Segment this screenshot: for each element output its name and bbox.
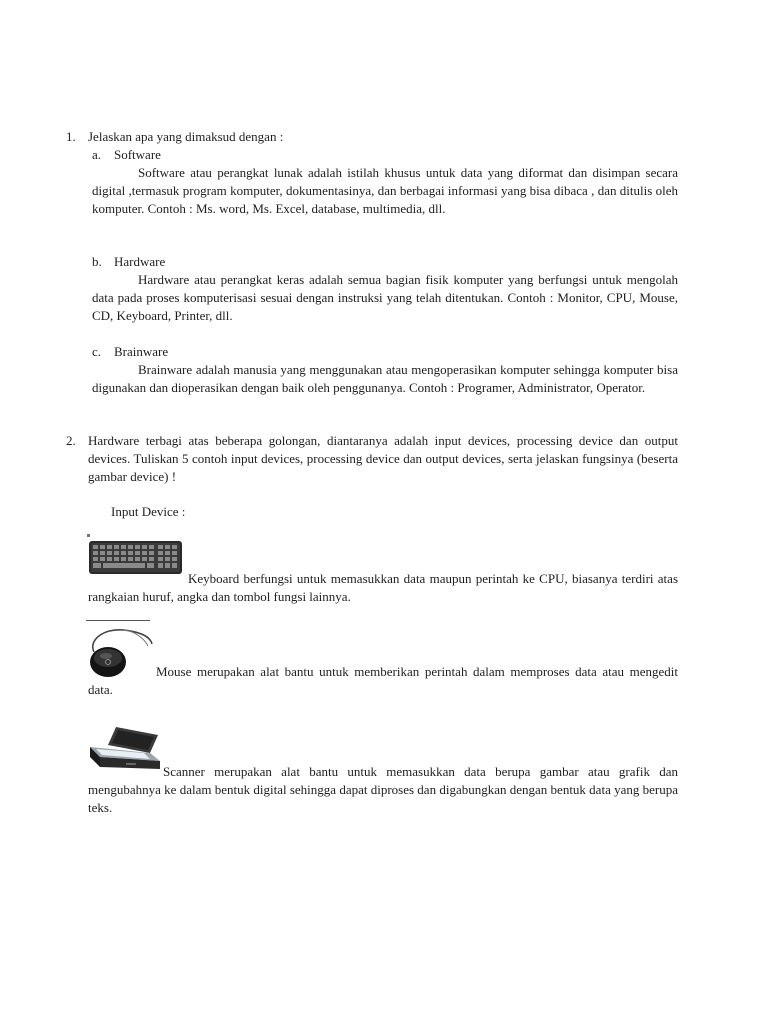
- input-device-heading: Input Device :: [111, 504, 186, 519]
- question-2-text: Hardware terbagi atas beberapa golongan, diantaranya adalah input devices, processing device dan output devices. Tuliskan 5 contoh input devices, processing device dan output devices, serta jelaskan fungsinya (beserta gambar device) !: [88, 433, 678, 484]
- question-1-number: 1.: [66, 129, 76, 144]
- question-2-number: 2.: [66, 433, 76, 448]
- mouse-description: Mouse merupakan alat bantu untuk memberikan perintah dalam memproses data atau mengedit data.: [88, 664, 678, 697]
- item-c-marker: c.: [92, 344, 102, 359]
- item-b-body: Hardware atau perangkat keras adalah semua bagian fisik komputer yang berfungsi untuk mengolah data pada proses komputerisasi sesuai dengan instruksi yang telah ditentukan. Contoh : Monitor, CPU, Mouse, CD, Keyboard, Printer, dll.: [92, 272, 678, 323]
- item-a-marker: a.: [92, 147, 102, 162]
- item-c-body: Brainware adalah manusia yang menggunakan atau mengoperasikan komputer sehingga komputer bisa digunakan dan dioperasikan dengan baik oleh penggunanya. Contoh : Programer, Administrator, Operator.: [92, 362, 678, 395]
- divider-line: [86, 620, 150, 621]
- item-b-title: Hardware: [114, 254, 166, 269]
- item-c-title: Brainware: [114, 344, 169, 359]
- item-b-marker: b.: [92, 254, 102, 269]
- item-a-body: Software atau perangkat lunak adalah istilah khusus untuk data yang diformat dan disimpan secara digital ,termasuk program komputer, dokumentasinya, dan berbagai informasi yang bisa dibaca , dan ditulis oleh komputer. Contoh : Ms. word, Ms. Excel, database, multimedia, dll.: [92, 165, 678, 216]
- item-a-title: Software: [114, 147, 161, 162]
- scanner-description: Scanner merupakan alat bantu untuk memasukkan data berupa gambar atau grafik dan mengubahnya ke dalam bentuk digital sehingga dapat diproses dan digabungkan dengan bentuk data yang berupa teks.: [88, 764, 678, 815]
- keyboard-description: Keyboard berfungsi untuk memasukkan data maupun perintah ke CPU, biasanya terdiri atas rangkaian huruf, angka dan tombol fungsi lainnya.: [88, 571, 678, 604]
- question-1-text: Jelaskan apa yang dimaksud dengan :: [88, 129, 284, 144]
